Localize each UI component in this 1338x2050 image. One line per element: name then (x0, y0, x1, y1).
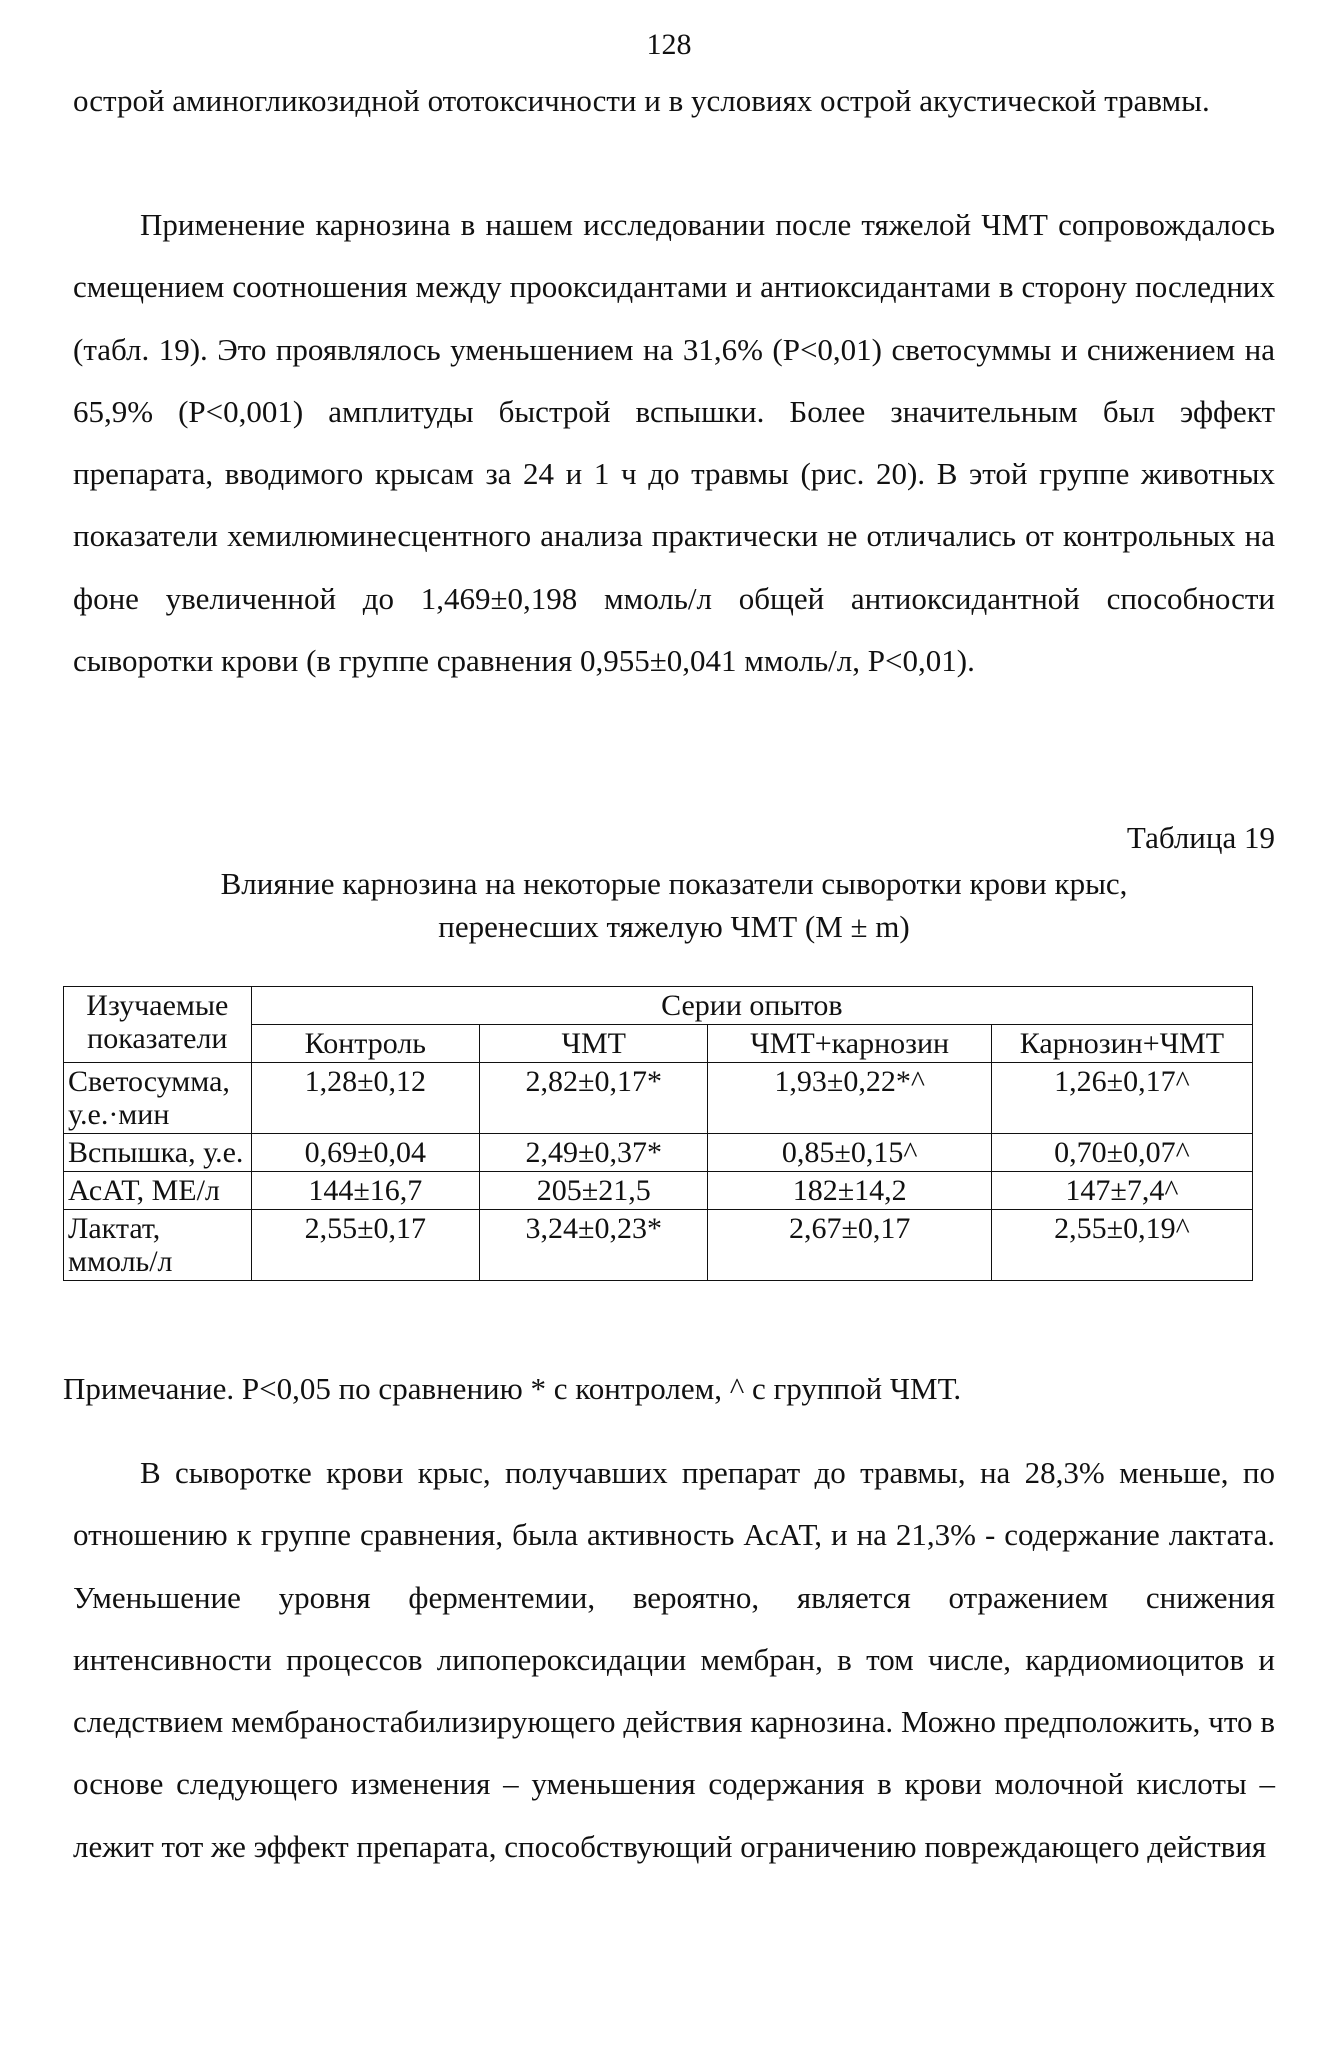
table-title-line-1: Влияние карнозина на некоторые показатели сыворотки крови крыс, (220, 866, 1128, 901)
series-header: Серии опытов (251, 987, 1252, 1025)
table-cell: 2,55±0,17 (251, 1210, 479, 1281)
column-header: ЧМТ+карнозин (708, 1025, 991, 1063)
table-row (64, 1172, 1253, 1210)
table-label: Таблица 19 (1126, 820, 1275, 855)
table-row (64, 1134, 1253, 1172)
data-table (63, 986, 1253, 1281)
table-cell: 0,69±0,04 (251, 1134, 479, 1172)
table-note: Примечание. Р<0,05 по сравнению * с контролем, ^ с группой ЧМТ. (63, 1371, 962, 1406)
table-cell: 205±21,5 (480, 1172, 708, 1210)
table-cell: 144±16,7 (251, 1172, 479, 1210)
table-title (73, 862, 1275, 948)
paragraph-3: В сыворотке крови крыс, получавших препарат до травмы, на 28,3% меньше, по отношению к группе сравнения, была активность АсАТ, и на 21,3% - содержание лактата. Уменьшение уровня ферментемии, вероятно, является отражением снижения интенсивности процессов липопероксидации мембран, в том числе, кардиомиоцитов и следствием мембраностабилизирующего действия карнозина. Можно предположить, что в основе следующего изменения – уменьшения содержания в крови молочной кислоты – лежит тот же эффект препарата, способствующий ограничению повреждающего действия (73, 1455, 1275, 1864)
table-cell: 2,49±0,37* (480, 1134, 708, 1172)
table-cell: 1,26±0,17^ (991, 1063, 1252, 1134)
column-header: Контроль (251, 1025, 479, 1063)
table-header-row (64, 987, 1253, 1025)
table-cell: 1,28±0,12 (251, 1063, 479, 1134)
row-param: Светосумма, у.е.·мин (64, 1063, 252, 1134)
paragraph-2: Применение карнозина в нашем исследовании после тяжелой ЧМТ сопровождалось смещением соотношения между прооксидантами и антиоксидантами в сторону последних (табл. 19). Это проявлялось уменьшением на 31,6% (Р<0,01) светосуммы и снижением на 65,9% (Р<0,001) амплитуды быстрой вспышки. Более значительным был эффект препарата, вводимого крысам за 24 и 1 ч до травмы (рис. 20). В этой группе животных показатели хемилюминесцентного анализа практически не отличались от контрольных на фоне увеличенной до 1,469±0,198 ммоль/л общей антиоксидантной способности сыворотки крови (в группе сравнения 0,955±0,041 ммоль/л, Р<0,01). (73, 207, 1275, 679)
table-cell: 0,70±0,07^ (991, 1134, 1252, 1172)
param-header: Изучаемые показатели (64, 987, 252, 1063)
table-cell: 0,85±0,15^ (708, 1134, 991, 1172)
page-number: 128 (646, 28, 692, 61)
table-row (64, 1210, 1253, 1281)
paragraph-1: острой аминогликозидной ототоксичности и в условиях острой акустической травмы. (73, 83, 1210, 118)
row-param: Вспышка, у.е. (64, 1134, 252, 1172)
table-title-line-2: перенесших тяжелую ЧМТ (M ± m) (438, 909, 910, 944)
table-cell: 147±7,4^ (991, 1172, 1252, 1210)
column-header: ЧМТ (480, 1025, 708, 1063)
table-cell: 1,93±0,22*^ (708, 1063, 991, 1134)
table-cell: 3,24±0,23* (480, 1210, 708, 1281)
table-cell: 2,55±0,19^ (991, 1210, 1252, 1281)
table-cell: 2,82±0,17* (480, 1063, 708, 1134)
table-cell: 2,67±0,17 (708, 1210, 991, 1281)
row-param: Лактат, ммоль/л (64, 1210, 252, 1281)
row-param: АсАТ, МЕ/л (64, 1172, 252, 1210)
table-row (64, 1063, 1253, 1134)
column-header: Карнозин+ЧМТ (991, 1025, 1252, 1063)
table-cell: 182±14,2 (708, 1172, 991, 1210)
